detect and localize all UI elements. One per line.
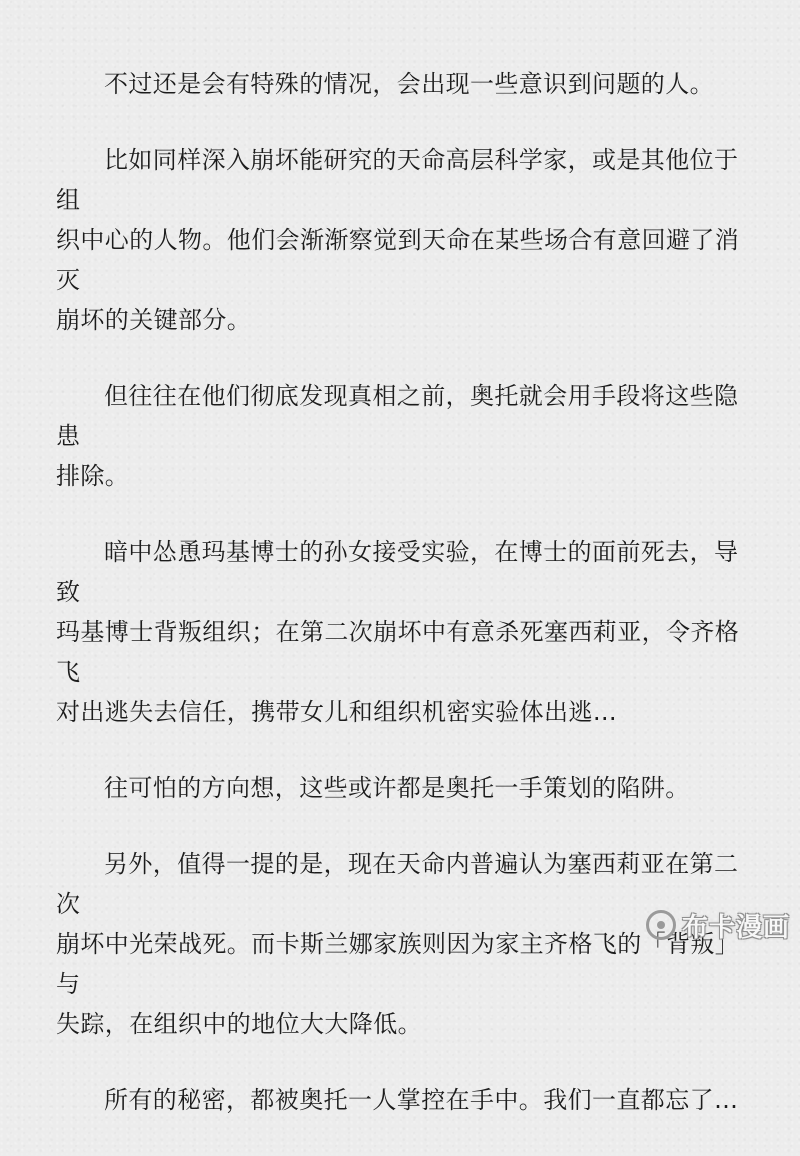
watermark-text: 布卡漫画 <box>681 912 790 943</box>
article-body <box>56 64 756 1156</box>
paragraph-7: 所有的秘密，都被奥托一人掌控在手中。我们一直都忘了… <box>104 1086 739 1114</box>
buka-logo-icon <box>646 910 676 940</box>
paragraph-4: 暗中怂恿玛基博士的孙女接受实验，在博士的面前死去，导致 玛基博士背叛组织；在第二次崩坏中有意杀死塞西莉亚，令齐格飞 对出逃失去信任，携带女儿和组织机密实验体出逃… <box>56 538 740 726</box>
watermark <box>630 905 790 945</box>
paragraph-3: 但往往在他们彻底发现真相之前，奥托就会用手段将这些隐患 排除。 <box>56 382 739 490</box>
paragraph-5: 往可怕的方向想，这些或许都是奥托一手策划的陷阱。 <box>104 774 690 802</box>
paragraph-6: 另外，值得一提的是，现在天命内普遍认为塞西莉亚在第二次 崩坏中光荣战死。而卡斯兰娜家族则因为家主齐格飞的「背叛」与 失踪，在组织中的地位大大降低。 <box>56 850 740 1038</box>
paragraph-1: 不过还是会有特殊的情况，会出现一些意识到问题的人。 <box>104 70 714 98</box>
paragraph-2: 比如同样深入崩坏能研究的天命高层科学家，或是其他位于组 织中心的人物。他们会渐渐察觉到天命在某些场合有意回避了消灭 崩坏的关键部分。 <box>56 146 740 334</box>
